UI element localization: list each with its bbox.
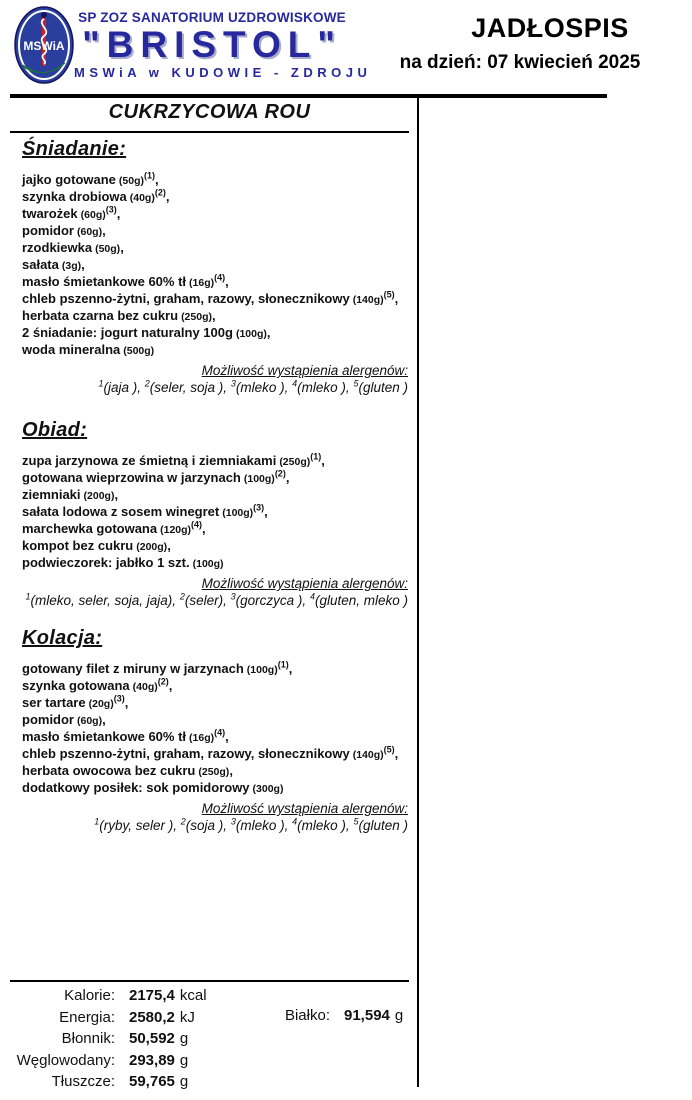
menu-item-name: herbata czarna bez cukru [22, 308, 179, 323]
allergen-ref: (1) [310, 451, 322, 462]
menu-item-name: dodatkowy posiłek: sok pomidorowy [22, 780, 250, 795]
allergen-note-heading: Możliwość wystąpienia alergenów: [201, 363, 408, 378]
nutrition-protein [278, 1007, 403, 1024]
menu-item: pomidor (60g), [22, 712, 106, 727]
allergen-entry: $^1$(mleko, seler, soja, jaja), [25, 591, 177, 608]
nutrition-row-energy [10, 1007, 410, 1029]
menu-item-name: kompot bez cukru [22, 538, 134, 553]
document-title: JADŁOSPIS [471, 13, 629, 43]
allergen-ref: (5) [383, 289, 395, 300]
menu-item-name: zupa jarzynowa ze śmietną i ziemniakami [22, 453, 277, 468]
allergen-entry: $^3$(mleko ), [230, 816, 289, 833]
organization-location-line: MSWiA w KUDOWIE - ZDROJU [74, 65, 372, 80]
nutrition-row-fiber [10, 1028, 410, 1050]
nutrition-unit: kcal [179, 987, 207, 1005]
menu-item-portion: (250g) [198, 766, 230, 778]
menu-item-name: podwieczorek: jabłko 1 szt. [22, 555, 190, 570]
nutrition-value: 2175,4 [129, 987, 175, 1005]
menu-item-portion: (250g) [279, 456, 311, 468]
menu-item-portion: (100g) [246, 664, 278, 676]
menu-item-name: szynka drobiowa [22, 189, 127, 204]
menu-item: sałata lodowa z sosem winegret $(100g)^{(3)}$, [22, 502, 268, 519]
menu-item-name: twarożek [22, 206, 78, 221]
breakfast-allergens [22, 380, 408, 395]
allergen-ref: (3) [253, 502, 265, 513]
menu-item: gotowana wieprzowina w jarzynach $(100g)^{(2)}$, [22, 468, 290, 485]
allergen-entry: $^3$(gorczyca ), [230, 591, 307, 608]
allergen-ref: (1) [144, 170, 155, 181]
menu-item-name: ser tartare [22, 695, 86, 710]
menu-item: ser tartare $(20g)^{(3)}$, [22, 693, 129, 710]
menu-item: marchewka gotowana $(120g)^{(4)}$, [22, 519, 206, 536]
menu-item-portion: (250g) [181, 311, 212, 323]
menu-item-portion: (20g) [88, 698, 114, 710]
nutrition-label: Błonnik: [61, 1030, 115, 1048]
menu-item: chleb pszenno-żytni, graham, razowy, słonecznikowy $(140g)^{(5)}$, [22, 744, 399, 761]
lunch-heading: Obiad: [22, 419, 88, 441]
allergen-entry: $^1$(ryby, seler ), [94, 816, 177, 833]
menu-item-portion: (60g) [80, 209, 106, 221]
menu-item: twarożek $(60g)^{(3)}$, [22, 204, 121, 221]
dinner-section [22, 627, 408, 833]
allergen-ref: (4) [214, 727, 226, 738]
dinner-allergens [22, 818, 408, 833]
nutrition-row-calories [10, 985, 410, 1007]
allergen-entry: $^4$(mleko ), [292, 816, 350, 833]
allergen-ref: (4) [214, 272, 226, 283]
allergen-entry: $^5$(gluten ) [353, 816, 408, 833]
menu-item: pomidor (60g), [22, 223, 106, 238]
allergen-ref: (2) [154, 187, 166, 198]
allergen-ref: (3) [113, 693, 125, 704]
menu-item: szynka gotowana $(40g)^{(2)}$, [22, 676, 173, 693]
nutrition-summary [10, 985, 410, 1093]
header-divider-line [10, 94, 607, 98]
allergen-entry: $^3$(mleko ), [230, 378, 289, 395]
menu-item-name: sałata lodowa z sosem winegret [22, 504, 220, 519]
allergen-entry: $^2$(seler, soja ), [144, 378, 228, 395]
nutrition-row-carbs [10, 1050, 410, 1072]
menu-item-name: rzodkiewka [22, 240, 93, 255]
allergen-ref: (2) [157, 676, 169, 687]
menu-item-name: sałata [22, 257, 59, 272]
nutrition-unit: g [179, 1030, 189, 1048]
menu-item: rzodkiewka (50g), [22, 240, 124, 255]
allergen-note-heading: Możliwość wystąpienia alergenów: [201, 801, 408, 816]
menu-item-name: marchewka gotowana [22, 521, 158, 536]
allergen-ref: (1) [277, 659, 289, 670]
menu-item-name: herbata owocowa bez cukru [22, 763, 196, 778]
nutrition-value: 91,594 [344, 1006, 390, 1024]
dinner-items [22, 661, 408, 797]
menu-item: jajko gotowane $(50g)^{(1)}$, [22, 170, 159, 187]
menu-item-portion: (140g) [352, 749, 384, 761]
menu-item-name: masło śmietankowe 60% tł [22, 274, 187, 289]
menu-item-portion: (40g) [129, 192, 155, 204]
nutrition-row-fat [10, 1071, 410, 1093]
menu-item-portion: (100g) [243, 473, 275, 485]
menu-item-portion: (140g) [352, 294, 384, 306]
menu-item-name: chleb pszenno-żytni, graham, razowy, słonecznikowy [22, 291, 350, 306]
lunch-section [22, 419, 408, 608]
menu-item-name: szynka gotowana [22, 678, 130, 693]
menu-item: ziemniaki (200g), [22, 487, 119, 502]
menu-item-name: chleb pszenno-żytni, graham, razowy, słonecznikowy [22, 746, 350, 761]
mswia-badge-icon [13, 5, 75, 85]
menu-item-portion: (50g) [95, 243, 121, 255]
allergen-ref: (2) [274, 468, 286, 479]
menu-item [22, 342, 408, 359]
allergen-entry: $^4$(mleko ), [292, 378, 350, 395]
organization-block [74, 10, 372, 80]
dinner-heading: Kolacja: [22, 627, 103, 649]
menu-item: herbata owocowa bez cukru (250g), [22, 763, 233, 778]
allergen-ref: (5) [383, 744, 395, 755]
menu-item: szynka drobiowa $(40g)^{(2)}$, [22, 187, 170, 204]
menu-item: herbata czarna bez cukru (250g), [22, 308, 216, 323]
nutrition-unit: kJ [179, 1008, 195, 1026]
breakfast-items [22, 172, 408, 359]
menu-item: 2 śniadanie: jogurt naturalny 100g (100g), [22, 325, 271, 340]
nutrition-value: 59,765 [129, 1073, 175, 1091]
allergen-ref: (4) [191, 519, 203, 530]
lunch-items [22, 453, 408, 572]
menu-item-portion: (200g) [136, 541, 168, 553]
menu-item-portion: (500g) [123, 345, 155, 357]
breakfast-section [22, 138, 408, 395]
allergen-entry: $^2$(seler), [179, 591, 227, 608]
brand-name: "BRISTOL" [82, 24, 342, 65]
nutrition-label: Kalorie: [64, 987, 115, 1005]
menu-item [22, 780, 408, 797]
menu-item-name: pomidor [22, 223, 74, 238]
lunch-allergens [22, 593, 408, 608]
menu-item-portion: (60g) [77, 226, 103, 238]
allergen-entry: $^4$(gluten, mleko ) [309, 591, 408, 608]
menu-date: na dzień: 07 kwiecień 2025 [399, 52, 641, 73]
menu-item-portion: (16g) [189, 277, 215, 289]
menu-item-name: jajko gotowane [22, 172, 116, 187]
menu-item-portion: (3g) [61, 260, 82, 272]
allergen-entry: $^2$(soja ), [180, 816, 228, 833]
nutrition-unit: g [179, 1051, 189, 1069]
menu-item-name: ziemniaki [22, 487, 81, 502]
organization-name-line: SP ZOZ SANATORIUM UZDROWISKOWE [78, 10, 346, 25]
breakfast-heading: Śniadanie: [22, 138, 127, 160]
menu-item-name: 2 śniadanie: jogurt naturalny 100g [22, 325, 233, 340]
diet-name-title: CUKRZYCOWA ROU [108, 101, 311, 123]
menu-item: sałata (3g), [22, 257, 85, 272]
menu-item-portion: (40g) [132, 681, 158, 693]
menu-item-portion: (100g) [192, 558, 224, 570]
menu-item-name: masło śmietankowe 60% tł [22, 729, 187, 744]
menu-item-name: gotowany filet z miruny w jarzynach [22, 661, 244, 676]
menu-item-portion: (120g) [160, 524, 192, 536]
column-divider-line [417, 94, 419, 1087]
menu-item: zupa jarzynowa ze śmietną i ziemniakami $(250g)^{(1)}$, [22, 451, 325, 468]
nutrition-unit: g [394, 1006, 404, 1024]
menu-item-portion: (100g) [235, 328, 267, 340]
nutrition-value: 2580,2 [129, 1008, 175, 1026]
menu-item-portion: (300g) [252, 783, 284, 795]
nutrition-label: Białko: [284, 1006, 330, 1024]
menu-item-portion: (60g) [77, 715, 103, 727]
nutrition-unit: g [179, 1073, 189, 1091]
menu-item [22, 555, 408, 572]
nutrition-value: 293,89 [129, 1051, 175, 1069]
menu-item-name: woda mineralna [22, 342, 121, 357]
allergen-entry: $^1$(jaja ), [98, 378, 141, 395]
menu-item-portion: (16g) [189, 732, 215, 744]
nutrition-value: 50,592 [129, 1030, 175, 1048]
nutrition-label: Tłuszcze: [51, 1073, 115, 1091]
menu-item-portion: (200g) [83, 490, 115, 502]
menu-item-portion: (100g) [222, 507, 254, 519]
menu-item: masło śmietankowe 60% tł $(16g)^{(4)}$, [22, 727, 229, 744]
allergen-note-heading: Możliwość wystąpienia alergenów: [201, 576, 408, 591]
svg-text:MSWiA: MSWiA [23, 39, 65, 53]
menu-item-name: pomidor [22, 712, 74, 727]
nutrition-label: Energia: [59, 1008, 115, 1026]
menu-item: kompot bez cukru (200g), [22, 538, 171, 553]
mswia-sanatorium-logo [13, 5, 75, 85]
menu-item: gotowany filet z miruny w jarzynach $(100g)^{(1)}$, [22, 659, 293, 676]
diet-title-underline [10, 131, 409, 133]
menu-bottom-line [10, 980, 409, 982]
menu-item-portion: (50g) [118, 175, 144, 187]
menu-item-name: gotowana wieprzowina w jarzynach [22, 470, 241, 485]
allergen-entry: $^5$(gluten ) [353, 378, 408, 395]
allergen-ref: (3) [105, 204, 117, 215]
menu-item: chleb pszenno-żytni, graham, razowy, słonecznikowy $(140g)^{(5)}$, [22, 289, 399, 306]
nutrition-label: Węglowodany: [16, 1051, 115, 1069]
menu-item: masło śmietankowe 60% tł $(16g)^{(4)}$, [22, 272, 229, 289]
